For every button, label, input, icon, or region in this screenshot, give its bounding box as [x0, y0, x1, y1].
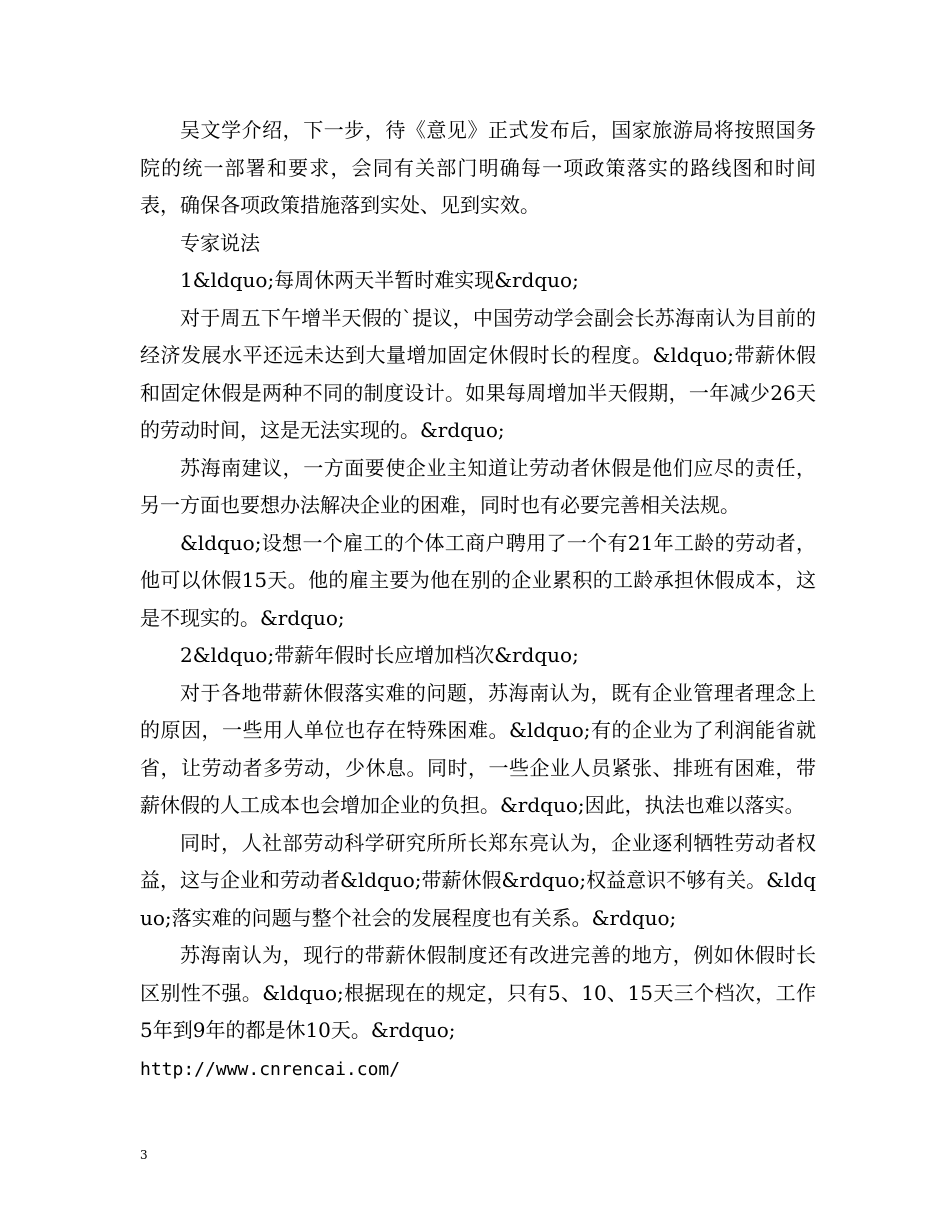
page-number: 3	[140, 1148, 148, 1162]
paragraph: 对于各地带薪休假落实难的问题，苏海南认为，既有企业管理者理念上的原因，一些用人单位也存在特殊困难。&ldquo;有的企业为了利润能省就省，让劳动者多劳动，少休息。同时，一些企业人员紧张、排班有困难，带薪休假的人工成本也会增加企业的负担。&rdquo;因此，执法也难以落实。	[140, 680, 816, 817]
paragraph-intro: 吴文学介绍，下一步，待《意见》正式发布后，国家旅游局将按照国务院的统一部署和要求，会同有关部门明确每一项政策落实的路线图和时间表，确保各项政策措施落到实处、见到实效。	[140, 118, 816, 217]
paragraph: 苏海南建议，一方面要使企业主知道让劳动者休假是他们应尽的责任，另一方面也要想办法解决企业的困难，同时也有必要完善相关法规。	[140, 455, 816, 517]
source-url-line	[140, 1050, 816, 1089]
paragraph: 苏海南认为，现行的带薪休假制度还有改进完善的地方，例如休假时长区别性不强。&ldquo;根据现在的规定，只有5、10、15天三个档次，工作5年到9年的都是休10天。&rdquo;	[140, 943, 816, 1042]
paragraph: &ldquo;设想一个雇工的个体工商户聘用了一个有21年工龄的劳动者，他可以休假15天。他的雇主要为他在别的企业累积的工龄承担休假成本，这是不现实的。&rdquo;	[140, 530, 816, 630]
subheading-1: 1&ldquo;每周休两天半暂时难实现&rdquo;	[180, 268, 579, 292]
paragraph: 同时，人社部劳动科学研究所所长郑东亮认为，企业逐利牺牲劳动者权益，这与企业和劳动者&ldquo;带薪休假&rdquo;权益意识不够有关。&ldquo;落实难的问题与整个社会的发展程度也有关系。&rdquo;	[140, 830, 816, 930]
document-body	[140, 112, 816, 1088]
subheading-2: 2&ldquo;带薪年假时长应增加档次&rdquo;	[180, 643, 579, 667]
source-url-link[interactable]: http://www.cnrencai.com/	[140, 1058, 401, 1080]
section-heading-expert-views: 专家说法	[180, 230, 260, 255]
paragraph: 对于周五下午增半天假的`提议，中国劳动学会副会长苏海南认为目前的经济发展水平还远未达到大量增加固定休假时长的程度。&ldquo;带薪休假和固定休假是两种不同的制度设计。如果每周增加半天假期，一年减少26天的劳动时间，这是无法实现的。&rdquo;	[140, 305, 816, 442]
